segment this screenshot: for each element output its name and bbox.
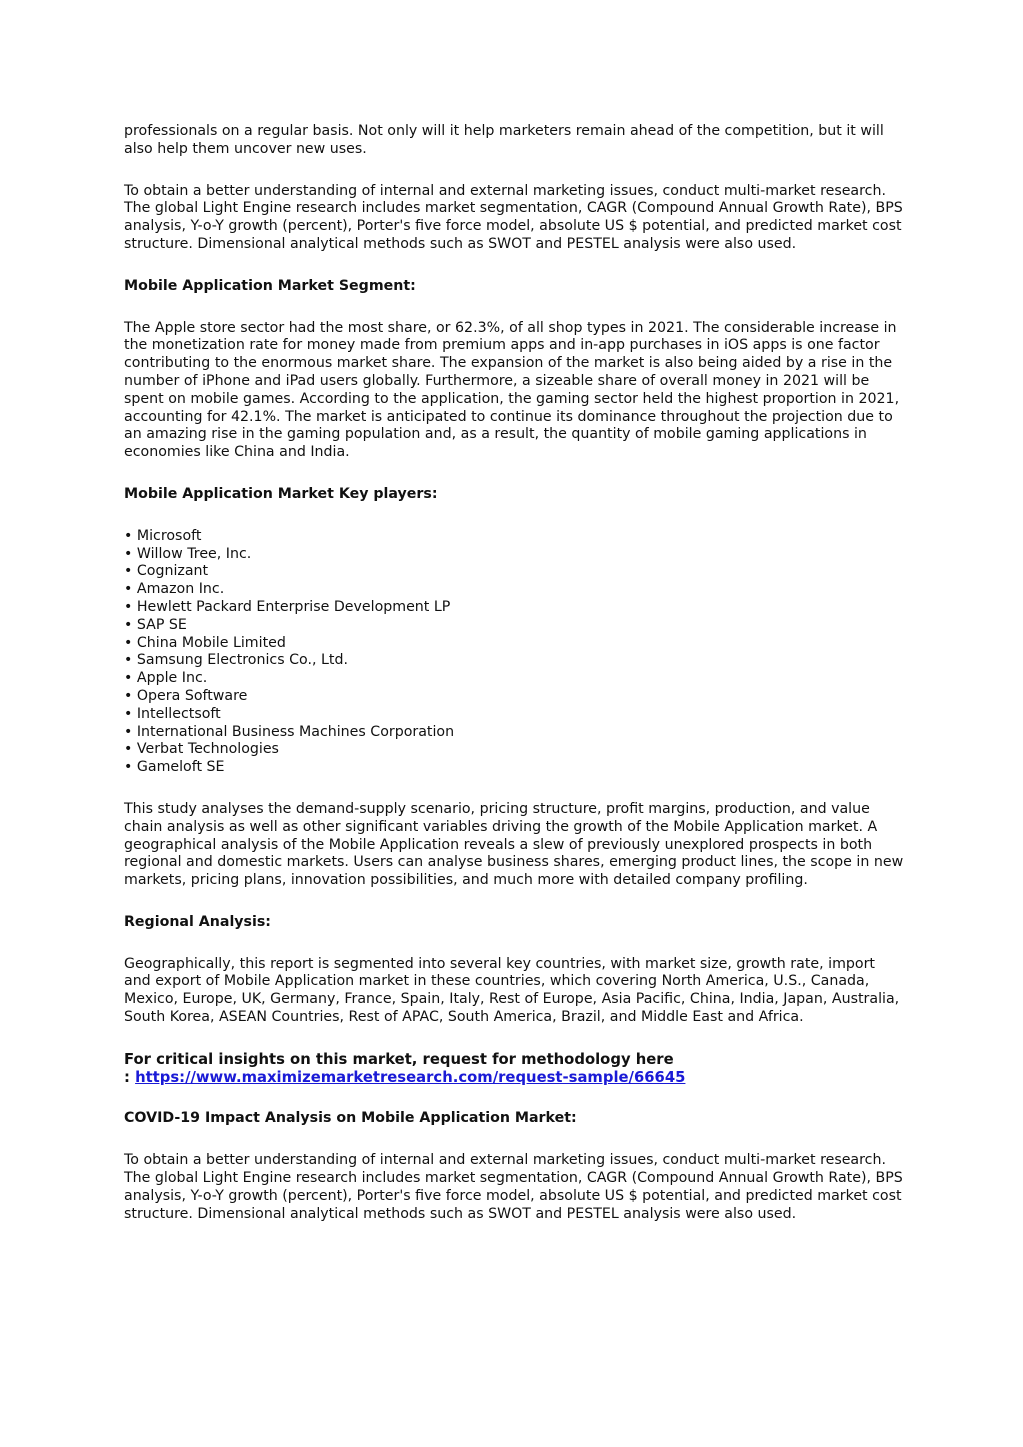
cta-text: For critical insights on this market, request for methodology here	[124, 1050, 674, 1068]
covid-paragraph: To obtain a better understanding of internal and external marketing issues, conduct multi-market research. The global Light Engine research includes market segmentation, CAGR (Compound Annual Growth Rate), BPS analysis, Y-o-Y growth (percent), Porter's five force model, absolute US $ potential, and predicted market cost structure. Dimensional analytical methods such as SWOT and PESTEL analysis were also used.	[124, 1152, 903, 1222]
intro-paragraph: professionals on a regular basis. Not only will it help marketers remain ahead of the competition, but it will also help them uncover new uses.	[124, 123, 884, 157]
list-item: • China Mobile Limited	[124, 634, 286, 651]
list-item: • International Business Machines Corporation	[124, 723, 455, 740]
segment-heading: Mobile Application Market Segment:	[124, 277, 416, 294]
regional-paragraph: Geographically, this report is segmented into several key countries, with market size, growth rate, import and export of Mobile Application market in these countries, which covering North America, U.S., Canada, Mexico, Europe, UK, Germany, France, Spain, Italy, Rest of Europe, Asia Pacific, China, India, Japan, Australia, South Korea, ASEAN Countries, Rest of APAC, South America, Brazil, and Middle East and Africa.	[124, 955, 900, 1026]
list-item: • Apple Inc.	[124, 670, 208, 687]
list-item: • Intellectsoft	[124, 705, 221, 722]
document-page	[124, 123, 904, 1247]
list-item: • SAP SE	[124, 616, 187, 633]
study-paragraph: This study analyses the demand-supply scenario, pricing structure, profit margins, production, and value chain analysis as well as other significant variables driving the growth of the Mobile Application market. A geographical analysis of the Mobile Application reveals a slew of previously unexplored prospects in both regional and domestic markets. Users can analyse business shares, emerging product lines, the scope in new markets, pricing plans, innovation possibilities, and much more with detailed company profiling.	[124, 800, 904, 889]
methodology-cta	[124, 1051, 904, 1087]
list-item: • Cognizant	[124, 563, 209, 580]
regional-heading: Regional Analysis:	[124, 913, 271, 930]
key-players-list	[124, 528, 904, 777]
list-item: • Microsoft	[124, 527, 202, 544]
list-item: • Hewlett Packard Enterprise Development LP	[124, 598, 451, 615]
request-sample-link[interactable]: https://www.maximizemarketresearch.com/request-sample/66645	[135, 1068, 686, 1086]
list-item: • Opera Software	[124, 687, 248, 704]
key-players-heading: Mobile Application Market Key players:	[124, 485, 438, 502]
list-item: • Amazon Inc.	[124, 581, 225, 598]
list-item: • Gameloft SE	[124, 759, 225, 776]
covid-heading: COVID-19 Impact Analysis on Mobile Application Market:	[124, 1110, 577, 1127]
cta-separator: :	[124, 1068, 136, 1086]
list-item: • Samsung Electronics Co., Ltd.	[124, 652, 348, 669]
list-item: • Willow Tree, Inc.	[124, 545, 252, 562]
list-item: • Verbat Technologies	[124, 741, 279, 758]
segment-paragraph: The Apple store sector had the most share, or 62.3%, of all shop types in 2021. The considerable increase in the monetization rate for money made from premium apps and in-app purchases in iOS apps is one factor contributing to the enormous market share. The expansion of the market is also being aided by a rise in the number of iPhone and iPad users globally. Furthermore, a sizeable share of overall money in 2021 will be spent on mobile games. According to the application, the gaming sector held the highest proportion in 2021, accounting for 42.1%. The market is anticipated to continue its dominance throughout the projection due to an amazing rise in the gaming population and, as a result, the quantity of mobile gaming applications in economies like China and India.	[124, 319, 900, 461]
research-paragraph: To obtain a better understanding of internal and external marketing issues, conduct multi-market research. The global Light Engine research includes market segmentation, CAGR (Compound Annual Growth Rate), BPS analysis, Y-o-Y growth (percent), Porter's five force model, absolute US $ potential, and predicted market cost structure. Dimensional analytical methods such as SWOT and PESTEL analysis were also used.	[124, 182, 903, 252]
